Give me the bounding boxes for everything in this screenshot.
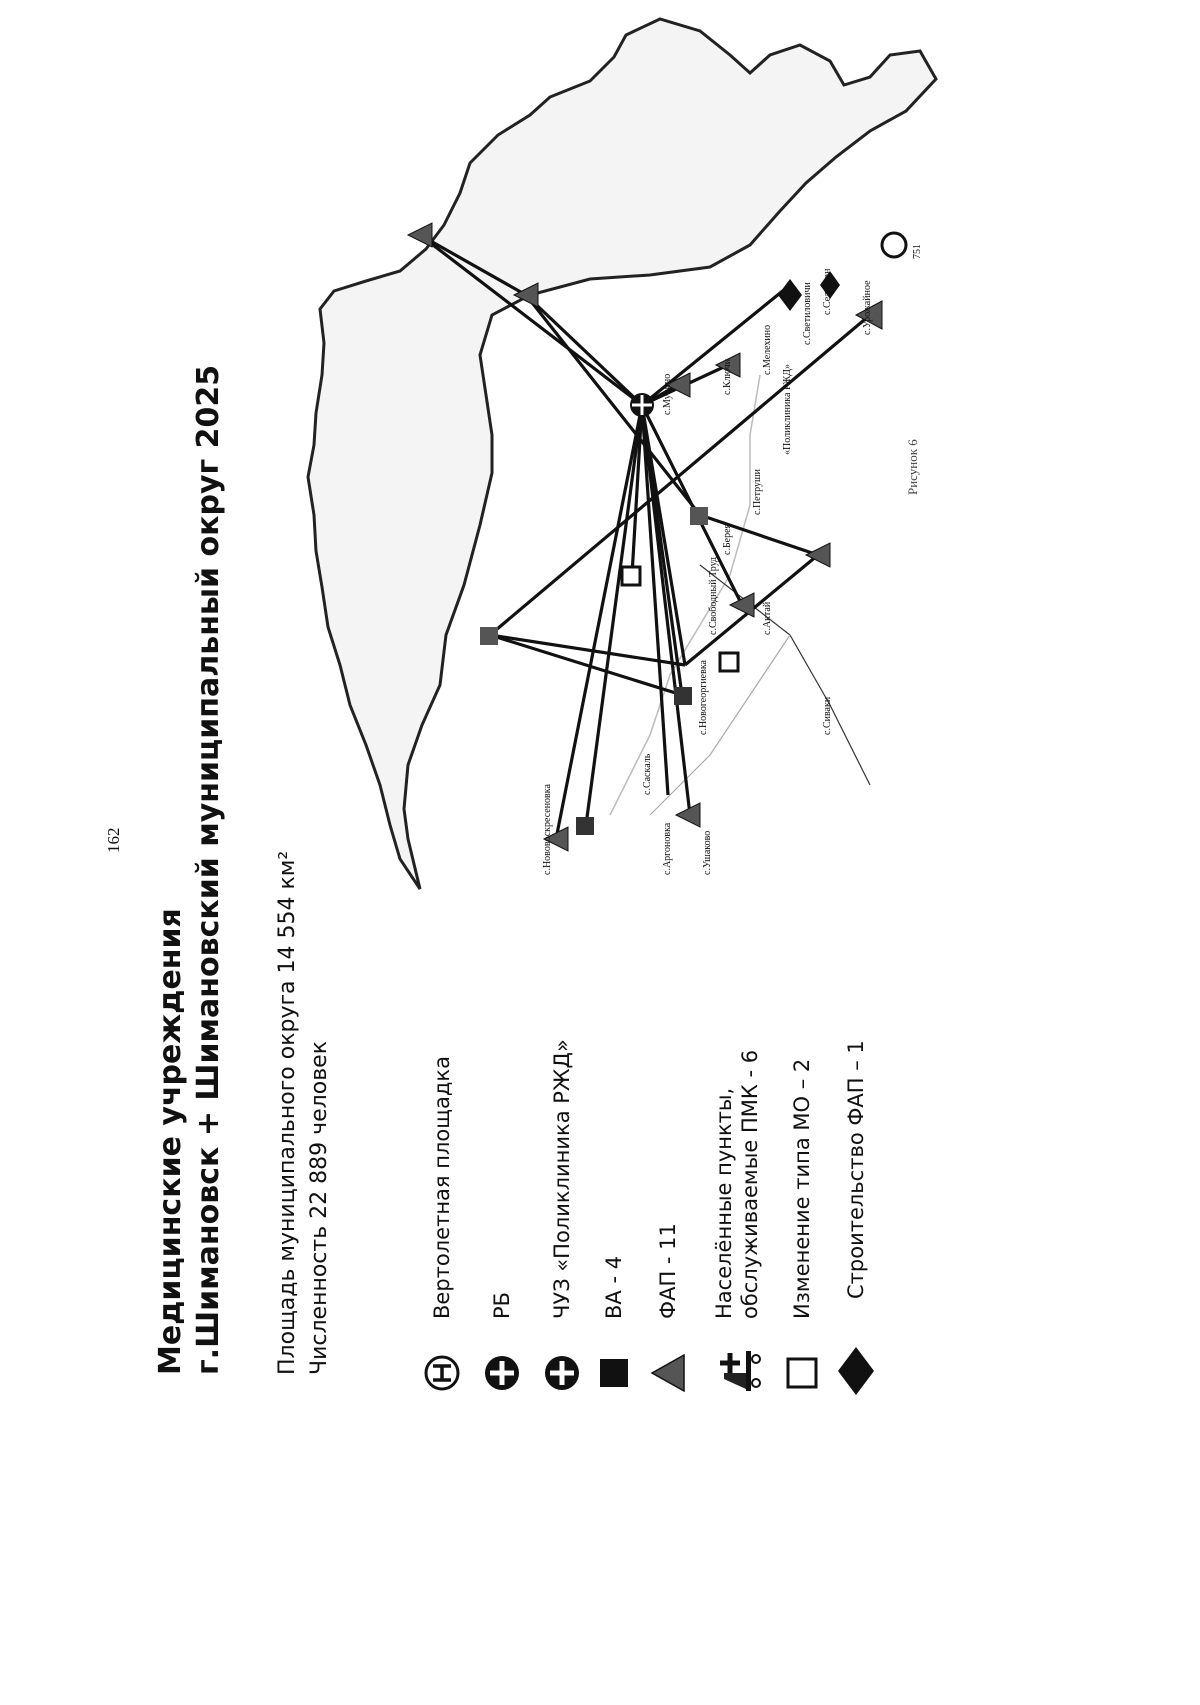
legend-label: Строительство ФАП – 1 (844, 1040, 868, 1299)
empty-square-icon (780, 1347, 824, 1395)
badge-label: 751 (912, 244, 923, 259)
legend-item-helipad (420, 1056, 464, 1395)
legend-item-construction (834, 1040, 878, 1395)
place-label: «Поликлиника РЖД» (782, 364, 793, 455)
place-label: с.Урожайное (862, 280, 873, 335)
place-label: с.Саскаль (642, 753, 653, 795)
place-label: с.Новогеоргиевка (698, 660, 709, 735)
place-label: с.Ключи (722, 358, 733, 395)
district-map (230, 15, 970, 935)
legend-label: ФАП - 11 (656, 1223, 680, 1319)
filled-diamond-icon (834, 1339, 878, 1395)
hospital-cross-icon (540, 1347, 584, 1395)
mobile-clinic-icon (712, 1347, 762, 1395)
helipad-icon (420, 1347, 464, 1395)
legend-label: РБ (490, 1291, 514, 1319)
page-number: 162 (104, 827, 123, 853)
page-title (152, 365, 228, 1375)
marker-fap (730, 593, 754, 617)
area-text: Площадь муниципального округа 14 554 км² (275, 850, 300, 1375)
population-text: Численность 22 889 человек (307, 1041, 332, 1375)
hospital-cross-icon (480, 1347, 524, 1395)
district-boundary (308, 19, 936, 889)
legend-item-rb (480, 1292, 524, 1395)
place-label: с.Петруши (752, 468, 763, 515)
legend-label: Населённые пункты, (712, 1087, 736, 1319)
legend-label: ЧУЗ «Поликлиника РЖД» (550, 1039, 574, 1319)
road-line (700, 565, 870, 785)
place-label: с.Ушаково (702, 830, 713, 875)
marker-rb (630, 393, 654, 417)
legend-item-fap (646, 1223, 690, 1395)
place-label: с.Свободный Труд (708, 556, 719, 635)
place-label: с.Берея (722, 523, 733, 555)
marker-change (622, 567, 640, 585)
place-label: с.Светиловичи (802, 282, 813, 345)
legend-label-2: обслуживаемые ПМК - 6 (738, 1049, 762, 1319)
legend-item-change-type (780, 1059, 824, 1395)
title-line-1: Медицинские учреждения (153, 908, 188, 1375)
legend-label: Вертолетная площадка (430, 1056, 454, 1319)
legend-item-rzd (540, 1039, 584, 1395)
place-labels (542, 244, 923, 875)
place-label: с.Аргоновка (662, 822, 673, 875)
place-label: с.Селеткан (822, 268, 833, 315)
marker-fap (408, 223, 432, 247)
legend-item-pmk (708, 1050, 766, 1395)
title-line-2: г.Шимановск + Шимановский муниципальный округ 2025 (191, 364, 226, 1375)
legend-item-va (592, 1256, 636, 1395)
place-label: с.Мелехино (762, 324, 773, 375)
marker-va (480, 627, 498, 645)
place-label: с.Актай (762, 601, 773, 635)
marker-construction (778, 279, 802, 311)
place-label: с.Нововоскресеновка (542, 784, 553, 875)
marker-va (576, 817, 594, 835)
place-label: с.Сиваки (822, 696, 833, 735)
filled-square-icon (592, 1347, 636, 1395)
legend-label: Изменение типа МО – 2 (790, 1058, 814, 1319)
figure-caption: Рисунок 6 (905, 439, 920, 495)
filled-triangle-icon (646, 1347, 690, 1395)
marker-helipad (882, 233, 906, 257)
marker-change (720, 653, 738, 671)
marker-va (690, 507, 708, 525)
marker-va (674, 687, 692, 705)
place-label: с.Мухино (662, 373, 673, 415)
legend-label: ВА - 4 (602, 1255, 626, 1319)
